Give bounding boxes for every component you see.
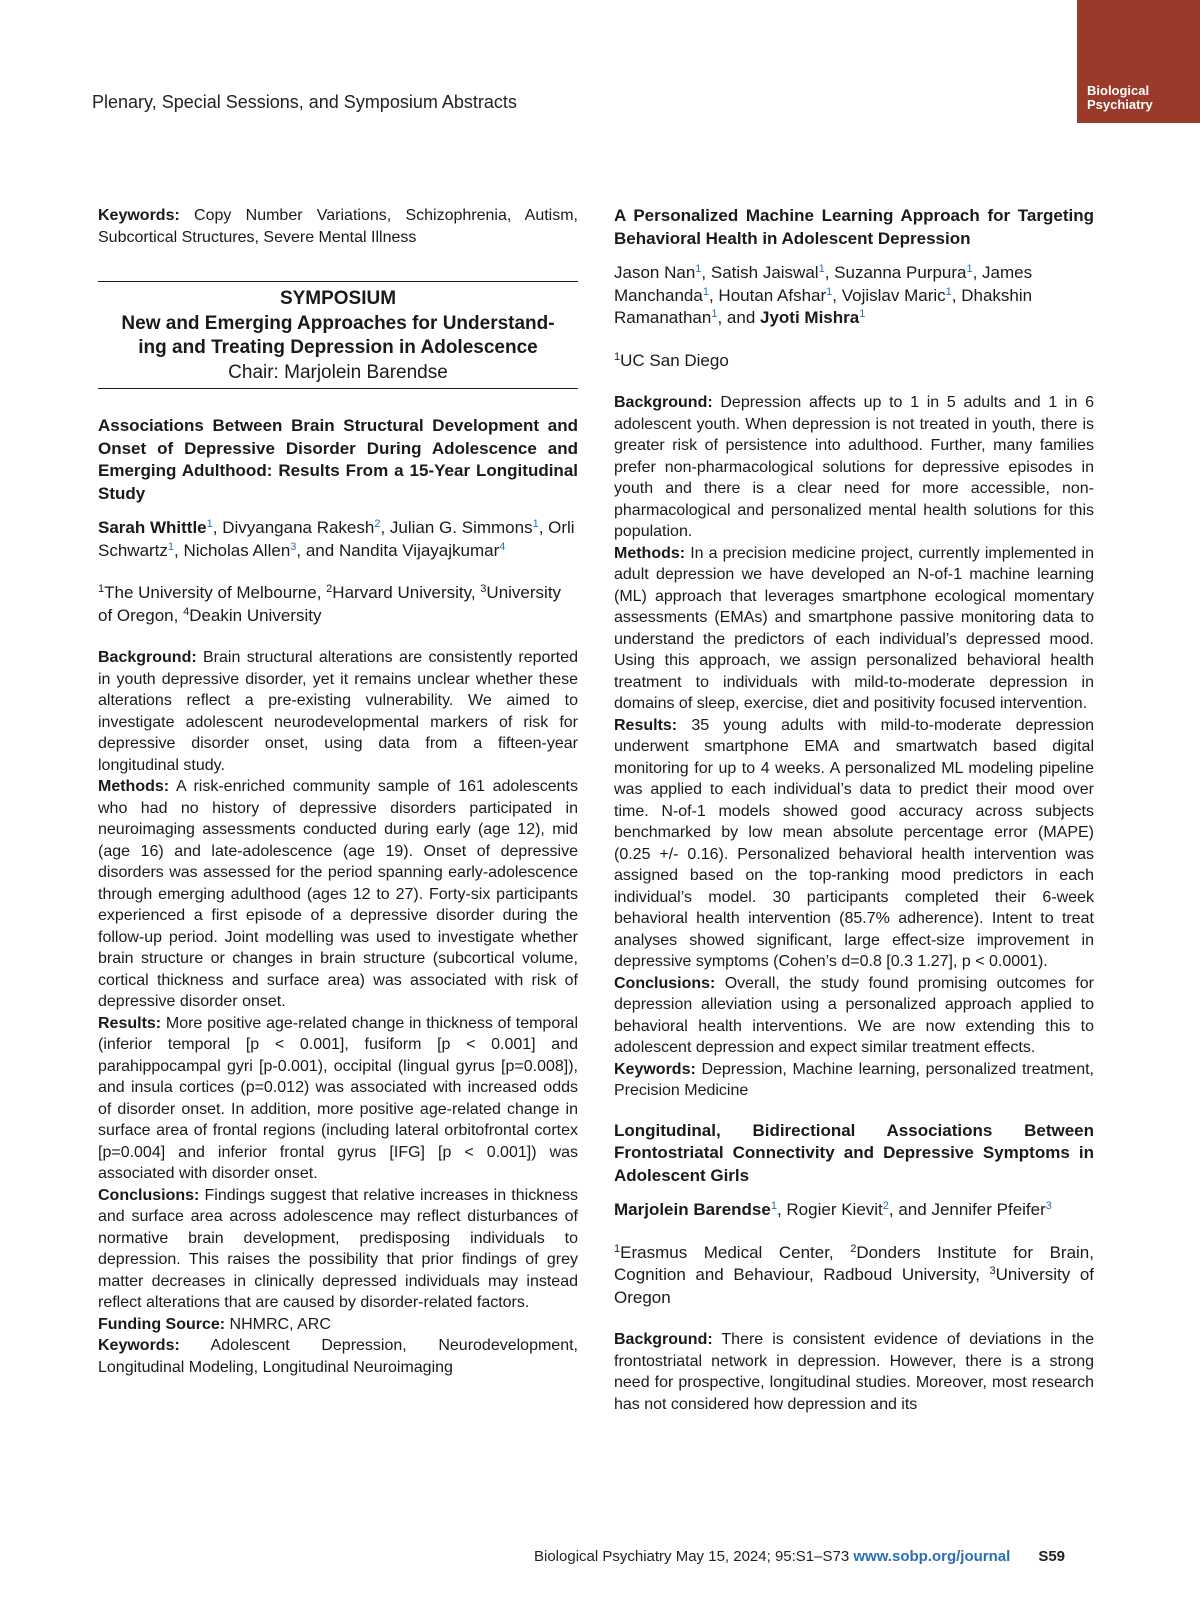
abstract-1-conclusions (98, 1185, 578, 1314)
author-affiliation-mark: 1 (818, 263, 825, 275)
author-affiliation-mark: 1 (532, 518, 539, 530)
author-name: , Vojislav Maric (832, 285, 946, 305)
page-footer (534, 1548, 1065, 1565)
abstract-2-title: A Personalized Machine Learning Approach for Targeting Behavioral Health in Adolescent Depression (614, 206, 1094, 248)
affiliation: Harvard University, (332, 583, 481, 602)
affiliation-mark: 3 (480, 583, 487, 595)
section-label: Keywords: (98, 1337, 180, 1354)
affiliation-mark: 2 (850, 1242, 857, 1255)
author-affiliation-mark: 1 (826, 285, 833, 298)
keywords-text: Copy Number Variations, Schizophrenia, Autism, Subcortical Structures, Severe Mental Illness (98, 207, 578, 246)
section-text: There is consistent evidence of deviations in the frontostriatal network in depression. However, there is a strong need for prospective, longitudinal studies. Moreover, most research has not considered how depression and its (614, 1331, 1094, 1413)
left-column (98, 205, 578, 1378)
symposium-box (98, 281, 578, 389)
abstract-1-funding (98, 1314, 578, 1336)
author-name: , Divyangana Rakesh (212, 518, 375, 537)
affiliation-mark: 1 (614, 350, 621, 363)
running-head: Plenary, Special Sessions, and Symposium Abstracts (92, 92, 517, 112)
abstract-1-keywords (98, 1335, 578, 1378)
affiliation-mark: 1 (614, 1242, 621, 1255)
affiliation: Erasmus Medical Center, (620, 1242, 851, 1262)
section-label: Funding Source: (98, 1315, 226, 1333)
section-label: Methods: (614, 544, 686, 562)
section-label: Keywords: (614, 1060, 696, 1078)
symposium-chair: Chair: Marjolein Barendse (228, 361, 448, 383)
author-name: Sarah Whittle (98, 518, 207, 537)
symposium-label: SYMPOSIUM (279, 288, 397, 309)
abstract-3-affiliations (614, 1242, 1094, 1310)
affiliation-mark: 3 (989, 1265, 996, 1277)
previous-keywords (98, 205, 578, 248)
abstract-1-background (98, 647, 578, 776)
symposium-title-line1: New and Emerging Approaches for Understand- (121, 312, 555, 334)
author-affiliation-mark: 1 (695, 263, 702, 275)
abstract-2-authors (614, 262, 1094, 330)
author-separator: , and (717, 308, 761, 327)
author-name: Jyoti Mishra (760, 308, 860, 327)
journal-logo-tab (1077, 0, 1200, 123)
section-label: Methods: (98, 778, 170, 795)
keywords-label: Keywords: (98, 207, 180, 224)
abstract-2-background (614, 392, 1094, 543)
author-affiliation-mark: 1 (945, 285, 952, 298)
author-affiliation-mark: 1 (770, 1200, 777, 1212)
author-name: , Dhakshin Ramanathan (614, 285, 1033, 327)
section-label: Results: (614, 716, 678, 734)
abstract-3-authors (614, 1199, 1094, 1222)
journal-name-line2: Psychiatry (1087, 97, 1153, 112)
section-label: Background: (98, 649, 197, 666)
author-name: Marjolein Barendse (614, 1200, 771, 1219)
abstract-2-results (614, 715, 1094, 973)
abstract-1-title: Associations Between Brain Structural Development and Onset of Depressive Disorder During Adolescence and Emerging Adulthood: Results From a 15-Year Longitudinal Study (98, 416, 578, 503)
author-affiliation-mark: 1 (702, 285, 709, 298)
affiliation: University of Oregon (614, 1265, 1095, 1307)
section-text: A risk-enriched community sample of 161 adolescents who had no history of depressive disorders participated in neuroimaging assessments conducted during early (age 12), mid (age 16) and late-adolescence (age 19). Onset of depressive disorders was assessed for the period spanning early-adolescence through emerging adulthood (ages 12 to 27). Forty-six participants experienced a first episode of a depressive disorder during the follow-up period. Joint modelling was used to investigate whether brain structure or changes in brain structure (subcortical volume, cortical thickness and surface area) was associated with risk of depressive disorder onset. (98, 778, 578, 1010)
author-affiliation-mark: 2 (374, 518, 381, 530)
page-number: S59 (1038, 1548, 1066, 1565)
abstract-1-methods (98, 776, 578, 1013)
section-text: More positive age-related change in thickness of temporal (inferior temporal [p < 0.001], fusiform [p < 0.001] and parahippocampal gyri [p-0.001), occipital (lingual gyrus [p=0.008]), and insula cortices (p=0.012) was associated with increased odds of disorder onset. In addition, more positive age-related change in surface area of frontal regions (including lateral orbitofrontal cortex [p=0.004] and inferior frontal gyrus [IFG] [p < 0.001]) was associated with disorder onset. (98, 1014, 578, 1182)
author-affiliation-mark: 1 (966, 263, 973, 275)
author-affiliation-mark: 2 (882, 1200, 889, 1212)
abstract-1-authors (98, 517, 578, 562)
author-affiliation-mark: 1 (206, 518, 213, 530)
section-text: Findings suggest that relative increases in thickness and surface area across adolescence may reflect disturbances of normative brain development, predisposing individuals to depression. This raises the possibility that prior findings of grey matter decreases in clinically depressed individuals may instead reflect alterations that are caused by disorder-related factors. (98, 1186, 578, 1311)
author-affiliation-mark: 4 (499, 540, 506, 553)
author-affiliation-mark: 1 (167, 540, 175, 553)
section-text: NHMRC, ARC (225, 1315, 331, 1333)
right-column (614, 205, 1094, 1415)
author-affiliation-mark: 1 (711, 308, 718, 320)
section-text: In a precision medicine project, currently implemented in adult depression we have developed an N-of-1 machine learning (ML) approach that leverages smartphone ecological momentary assessments (EMAs) and smartphone passive monitoring data to understand the predictors of each individual’s depressed mood. Using this approach, we assign personalized behavioral health treatment to individuals with mild-to-moderate depression in domains of sleep, exercise, diet and positivity focused intervention. (614, 544, 1094, 712)
author-affiliation-mark: 3 (290, 540, 297, 553)
author-name: , Orli Schwartz (98, 518, 575, 560)
section-text: 35 young adults with mild-to-moderate depression underwent smartphone EMA and smartwatch based digital monitoring for up to 4 weeks. A personalized ML modeling pipeline was applied to each individual’s data to predict their mood over time. N-of-1 models showed good accuracy across subjects benchmarked by low mean absolute percentage error (MAPE) (0.25 +/- 0.16). Personalized behavioral health intervention was assigned based on the top-ranking mood predictors in each individual’s model. 30 participants completed their 6-week behavioral health intervention (85.7% adherence). Intent to treat analyses showed significant, large effect-size improvement in depressive symptoms (Cohen’s d=0.8 [0.3 1.27], p < 0.0001). (614, 716, 1094, 970)
affiliation: UC San Diego (620, 350, 729, 370)
symposium-title-line2: ing and Treating Depression in Adolescence (138, 337, 538, 358)
author-name: , and Nandita Vijayajkumar (296, 540, 500, 560)
section-text: Brain structural alterations are consistently reported in youth depressive disorder, yet it remains unclear whether these alterations reflect a pre-existing vulnerability. We aimed to investigate adolescent neurodevelopmental markers of risk for depressive disorder onset, using data from a fifteen-year longitudinal study. (98, 649, 578, 774)
author-name: , Houtan Afshar (708, 285, 827, 305)
abstract-3-title: Longitudinal, Bidirectional Associations Between Frontostriatal Connectivity and Depressive Symptoms in Adolescent Girls (614, 1120, 1094, 1185)
section-label: Background: (614, 1331, 713, 1348)
affiliation: The University of Melbourne, (104, 583, 327, 602)
affiliation-mark: 1 (98, 583, 105, 595)
abstract-2-methods (614, 543, 1094, 715)
author-name: , and Jennifer Pfeifer (888, 1200, 1046, 1219)
section-label: Conclusions: (98, 1186, 200, 1204)
section-label: Results: (98, 1014, 162, 1032)
author-name: , Suzanna Purpura (824, 263, 967, 282)
author-affiliation-mark: 1 (859, 308, 866, 320)
affiliation-mark: 2 (326, 583, 333, 595)
author-name: , Julian G. Simmons (380, 518, 533, 537)
abstract-1-affiliations (98, 582, 578, 627)
section-label: Background: (614, 394, 713, 411)
affiliation: Deakin University (189, 605, 322, 625)
author-name: , James Manchanda (614, 263, 1033, 305)
section-text: Depression affects up to 1 in 5 adults and 1 in 6 adolescent youth. When depression is not treated in youth, there is greater risk of persistence into adulthood. Further, many families prefer non-pharmacological solutions for depressive episodes in youth and there is a clear need for more accessible, non-pharmacological and personalized mental health solutions for this population. (614, 394, 1094, 540)
author-affiliation-mark: 3 (1045, 1200, 1052, 1212)
footer-journal-link[interactable]: www.sobp.org/journal (853, 1548, 1011, 1565)
section-text: Depression, Machine learning, personalized treatment, Precision Medicine (614, 1060, 1094, 1099)
section-label: Conclusions: (614, 974, 716, 992)
abstract-3-background (614, 1329, 1094, 1415)
section-text: Adolescent Depression, Neurodevelopment, Longitudinal Modeling, Longitudinal Neuroimaging (98, 1337, 578, 1376)
section-text: Overall, the study found promising outcomes for depression alleviation using a personalized approach applied to behavioral health interventions. We are now extending this to adolescent depression and expect similar treatment effects. (614, 974, 1094, 1056)
author-name: , Satish Jaiswal (701, 263, 819, 282)
abstract-2-keywords (614, 1059, 1094, 1102)
author-name: Jason Nan (614, 263, 696, 282)
affiliation-mark: 4 (183, 605, 190, 618)
affiliation: Donders Institute for Brain, Cognition and Behaviour, Radboud University, (614, 1242, 1094, 1284)
abstract-1-results (98, 1013, 578, 1185)
journal-name-line1: Biological (1087, 83, 1150, 98)
abstract-2-conclusions (614, 973, 1094, 1059)
abstract-2-affiliations (614, 350, 1094, 373)
author-name: , Rogier Kievit (776, 1200, 883, 1219)
footer-citation: Biological Psychiatry May 15, 2024; 95:S1–S73 (534, 1548, 854, 1565)
author-name: , Nicholas Allen (174, 540, 291, 560)
affiliation: University of Oregon, (98, 583, 562, 625)
